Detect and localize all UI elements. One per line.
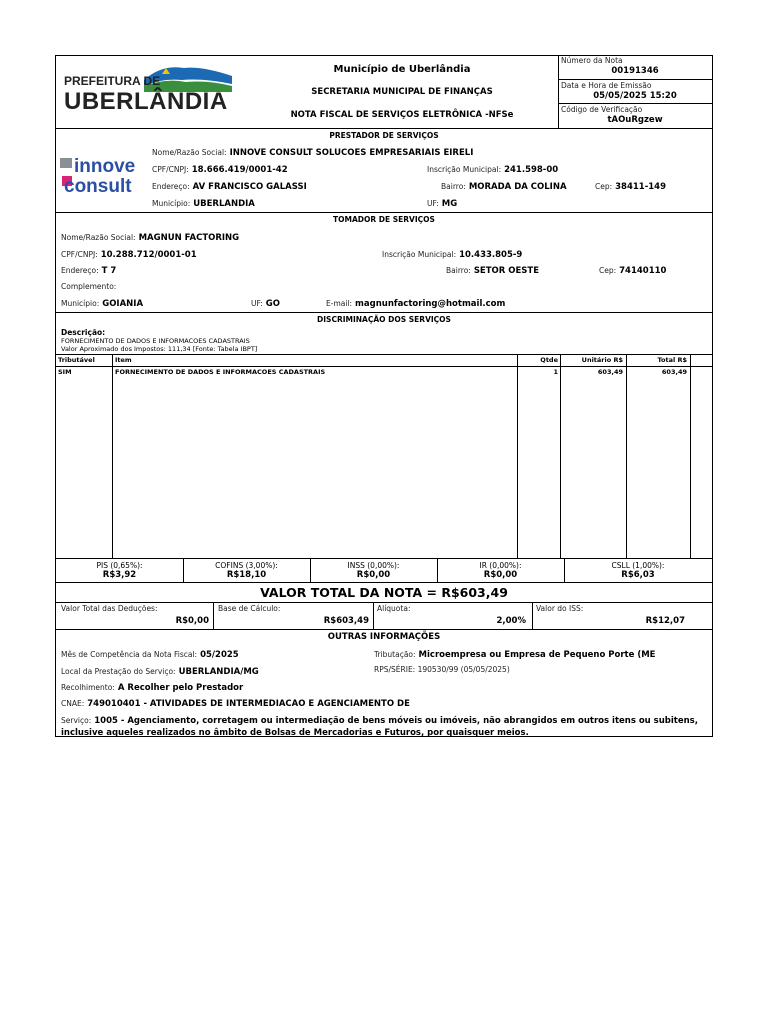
deducoes-value: R$0,00	[175, 616, 209, 626]
logo-main-text: UBERLÂNDIA	[64, 88, 228, 115]
aliquota-value: 2,00%	[496, 616, 526, 626]
tomador-nome-label: Nome/Razão Social:	[61, 233, 136, 242]
outras-title: OUTRAS INFORMAÇÕES	[327, 632, 441, 642]
local-value: UBERLANDIA/MG	[178, 667, 259, 677]
tomador-uf-row	[251, 299, 280, 309]
prestador-nome-row	[152, 148, 473, 158]
prestador-cnpj-label: CPF/CNPJ:	[152, 165, 189, 174]
col-tributavel-header: Tributável	[58, 356, 95, 364]
tributacao-label: Tributação:	[374, 650, 416, 659]
prestador-nome-label: Nome/Razão Social:	[152, 148, 227, 157]
col-unitario-header: Unitário R$	[581, 356, 623, 364]
csll-value: R$6,03	[621, 570, 655, 580]
descricao-text: FORNECIMENTO DE DADOS E INFORMACOES CADASTRAIS	[61, 337, 250, 345]
logo-square-icon	[60, 158, 72, 168]
tomador-uf-label: UF:	[251, 299, 263, 308]
prestador-title: PRESTADOR DE SERVIÇOS	[329, 131, 439, 140]
tomador-complemento-row	[61, 282, 119, 291]
recolhimento-value: A Recolher pelo Prestador	[117, 683, 244, 693]
row-tributavel: SIM	[58, 368, 72, 376]
recolhimento-label: Recolhimento:	[61, 683, 115, 692]
prefeitura-logo	[62, 62, 242, 114]
cofins-label: COFINS (3,00%):	[215, 561, 278, 570]
tomador-municipio: GOIANIA	[102, 299, 144, 309]
prestador-nome: INNOVE CONSULT SOLUCOES EMPRESARIAIS EIRELI	[229, 148, 474, 158]
tomador-complemento-label: Complemento:	[61, 282, 117, 291]
tomador-municipio-label: Município:	[61, 299, 100, 308]
col-total-header: Total R$	[657, 356, 687, 364]
numero-nota: 00191346	[611, 66, 659, 76]
nfse-title: NOTA FISCAL DE SERVIÇOS ELETRÔNICA -NFSe	[290, 110, 514, 120]
codigo-verificacao: tAOuRgzew	[607, 115, 663, 125]
tributacao-value: Microempresa ou Empresa de Pequeno Porte (ME	[418, 650, 656, 660]
data-emissao: 05/05/2025 15:20	[593, 91, 677, 101]
prestador-bairro-row	[441, 182, 567, 192]
ir-value: R$0,00	[483, 570, 518, 580]
prestador-uf: MG	[441, 199, 458, 209]
tributacao-row	[374, 650, 655, 660]
aliquota-label: Alíquota:	[377, 604, 411, 613]
tomador-email-row	[326, 299, 505, 309]
descricao-label: Descrição:	[61, 328, 106, 337]
prestador-municipio: UBERLANDIA	[193, 199, 255, 209]
servico-row	[61, 715, 707, 739]
inss-label: INSS (0,00%):	[347, 561, 400, 570]
innove-logo-line1: innove	[74, 156, 136, 177]
base-calculo-label: Base de Cálculo:	[218, 604, 281, 613]
tomador-uf: GO	[265, 299, 280, 309]
prestador-cnpj: 18.666.419/0001-42	[191, 165, 288, 175]
prestador-bairro-label: Bairro:	[441, 182, 466, 191]
row-total: 603,49	[661, 368, 687, 376]
valor-total-nota: VALOR TOTAL DA NOTA = R$603,49	[260, 585, 508, 600]
servico-value: 1005 - Agenciamento, corretagem ou intermediação de bens móveis ou imóveis, não abrangidos em outros itens ou subitens, inclusive aqueles realizados no âmbito de Bolsas de Mercadorias e Futuros, por quaisquer meios.	[61, 716, 698, 738]
tomador-im: 10.433.805-9	[459, 250, 523, 260]
prestador-cep: 38411-149	[615, 182, 666, 192]
tomador-nome: MAGNUN FACTORING	[138, 233, 240, 243]
codigo-label: Código de Verificação	[561, 105, 643, 114]
prestador-endereco-label: Endereço:	[152, 182, 190, 191]
tomador-title: TOMADOR DE SERVIÇOS	[333, 215, 435, 224]
prestador-cnpj-row	[152, 165, 288, 175]
base-calculo-value: R$603,49	[323, 616, 369, 626]
data-emissao-label: Data e Hora de Emissão	[561, 81, 652, 90]
prestador-bairro: MORADA DA COLINA	[468, 182, 567, 192]
tomador-endereco: T 7	[101, 266, 117, 276]
col-item-header: Item	[115, 356, 132, 364]
prestador-endereco: AV FRANCISCO GALASSI	[192, 182, 307, 192]
tomador-cnpj-label: CPF/CNPJ:	[61, 250, 98, 259]
competencia-row	[61, 650, 239, 660]
tomador-email: magnunfactoring@hotmail.com	[355, 299, 506, 309]
rps-serie: RPS/SÉRIE: 190530/99 (05/05/2025)	[374, 665, 510, 674]
prestador-municipio-row	[152, 199, 255, 209]
row-unitario: 603,49	[597, 368, 623, 376]
tomador-bairro: SETOR OESTE	[473, 266, 540, 276]
impostos-aproximados: Valor Aproximado dos Impostos: 111,34 [Fonte: Tabela IBPT]	[61, 345, 258, 353]
tomador-bairro-label: Bairro:	[446, 266, 471, 275]
discriminacao-title: DISCRIMINAÇÃO DOS SERVIÇOS	[317, 315, 451, 324]
local-row	[61, 667, 259, 677]
tomador-im-label: Inscrição Municipal:	[382, 250, 457, 259]
tomador-cnpj-row	[61, 250, 197, 260]
tomador-im-row	[382, 250, 522, 260]
col-qtde-header: Qtde	[540, 356, 558, 364]
tomador-municipio-row	[61, 299, 143, 309]
cnae-value: 749010401 - ATIVIDADES DE INTERMEDIACAO E AGENCIAMENTO DE	[87, 699, 410, 709]
prestador-im-label: Inscrição Municipal:	[427, 165, 502, 174]
cofins-value: R$18,10	[226, 570, 267, 580]
row-qtde: 1	[553, 368, 558, 376]
tomador-cnpj: 10.288.712/0001-01	[100, 250, 197, 260]
tomador-nome-row	[61, 233, 239, 243]
ir-label: IR (0,00%):	[479, 561, 522, 570]
cnae-label: CNAE:	[61, 699, 85, 708]
recolhimento-row	[61, 683, 243, 693]
tomador-endereco-row	[61, 266, 116, 276]
inss-value: R$0,00	[356, 570, 391, 580]
iss-value: R$12,07	[645, 616, 685, 626]
prestador-im-row	[427, 165, 558, 175]
tomador-bairro-row	[446, 266, 539, 276]
competencia-label: Mês de Competência da Nota Fiscal:	[61, 650, 198, 659]
deducoes-label: Valor Total das Deduções:	[61, 604, 158, 613]
tomador-cep-row	[599, 266, 666, 276]
pis-label: PIS (0,65%):	[96, 561, 143, 570]
tomador-endereco-label: Endereço:	[61, 266, 99, 275]
prestador-cep-row	[595, 182, 666, 192]
competencia-value: 05/2025	[200, 650, 239, 660]
innove-logo	[60, 156, 150, 200]
local-label: Local da Prestação do Serviço:	[61, 667, 176, 676]
prestador-endereco-row	[152, 182, 307, 192]
prestador-uf-row	[427, 199, 457, 209]
innove-logo-line2: consult	[64, 176, 132, 197]
numero-label: Número da Nota	[561, 56, 623, 65]
municipio-title: Município de Uberlândia	[333, 64, 471, 75]
prestador-im: 241.598-00	[504, 165, 559, 175]
row-item: FORNECIMENTO DE DADOS E INFORMACOES CADASTRAIS	[115, 368, 326, 376]
tomador-cep-label: Cep:	[599, 266, 617, 275]
servico-label: Serviço:	[61, 716, 92, 725]
prestador-cep-label: Cep:	[595, 182, 613, 191]
prestador-uf-label: UF:	[427, 199, 439, 208]
pis-value: R$3,92	[102, 570, 137, 580]
csll-label: CSLL (1,00%):	[611, 561, 665, 570]
tomador-email-label: E-mail:	[326, 299, 353, 308]
cnae-row	[61, 699, 410, 709]
prestador-municipio-label: Município:	[152, 199, 191, 208]
iss-label: Valor do ISS:	[536, 604, 584, 613]
logo-top-text: PREFEITURA DE	[64, 74, 161, 88]
nfse-document	[55, 55, 713, 737]
tomador-cep: 74140110	[619, 266, 667, 276]
secretaria-title: SECRETARIA MUNICIPAL DE FINANÇAS	[311, 87, 493, 97]
